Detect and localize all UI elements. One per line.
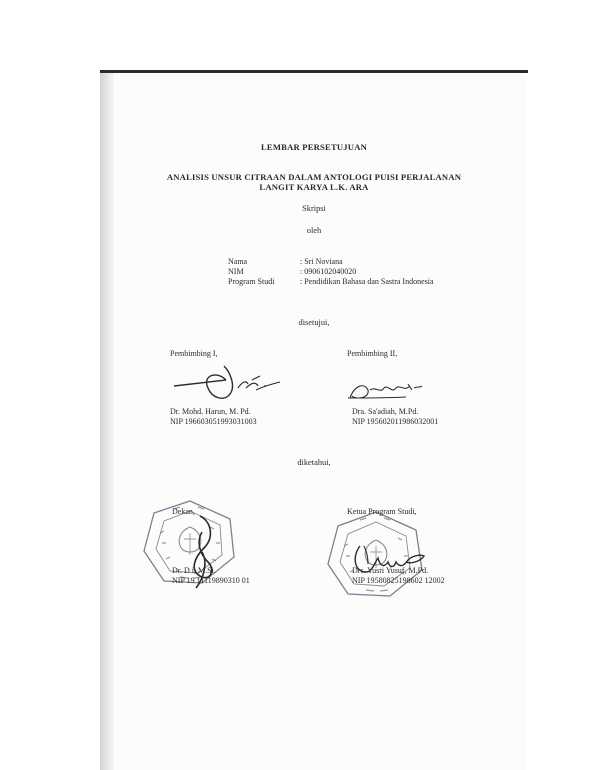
program-head-name: Drs. Yusri Yusuf, M.Pd. [352,566,429,575]
nim-label: NIM [228,267,244,276]
nim-value: : 0906102040020 [300,267,357,276]
name-label: Nama [228,257,248,266]
dean-nip: NIP 19 11119890310 01 [172,576,250,585]
thesis-title-line-1: ANALISIS UNSUR CITRAAN DALAM ANTOLOGI PUISI PERJALANAN [166,172,462,182]
advisor2-nip: NIP 195602011986032001 [352,417,439,426]
approved-label: disetujui, [298,318,330,327]
thesis-title-line-2: LANGIT KARYA L.K. ARA [259,182,369,192]
program-label: Program Studi [228,277,275,286]
advisor1-name: Dr. Mohd. Harun, M. Pd. [170,407,251,416]
advisor1-nip: NIP 196603051993031003 [170,417,257,426]
advisor1-signature [168,362,288,408]
program-head-nip: NIP 19580825198602 12002 [352,576,445,585]
dean-role: Dekan, [172,507,195,516]
by-label: oleh [306,226,322,235]
program-head-role: Ketua Program Studi, [347,507,417,516]
advisor2-signature [346,376,426,404]
advisor2-name: Dra. Sa'adiah, M.Pd. [352,407,419,416]
advisor1-role: Pembimbing I, [170,349,218,358]
program-value: : Pendidikan Bahasa dan Sastra Indonesia [300,277,434,286]
name-value: : Sri Noviana [300,257,343,266]
advisor2-role: Pembimbing II, [347,349,398,358]
document-heading: LEMBAR PERSETUJUAN [260,142,368,152]
document-type: Skripsi [302,204,326,213]
dean-name: Dr. D i, M.Si. [172,566,216,575]
scan-top-edge [100,70,528,73]
acknowledged-label: diketahui, [297,458,331,467]
